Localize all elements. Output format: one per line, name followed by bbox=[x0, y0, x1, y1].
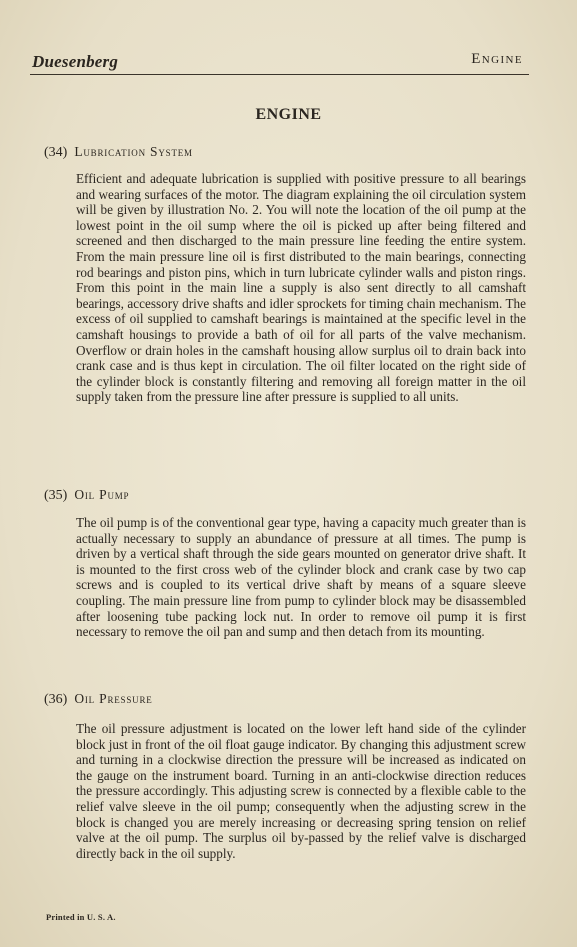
section-body-34: Efficient and adequate lubrication is supplied with positive pressure to all bearings and wearing surfaces of the motor. The diagram explaining the oil circulation system will be given by illustration No. 2. You will note the location of the oil pump at the lowest point in the oil sump where the oil is picked up after being filtered and screened and then discharged to the main pressure line feeding the entire system. From the main pressure line oil is first distributed to the main bearings, connecting rod bearings and piston pins, which in turn lubricate cylinder walls and piston rings. From this point in the main line a supply is also sent directly to all camshaft bearings, accessory drive shafts and idler sprockets for timing chain mechanism. The excess of oil supplied to camshaft bearings is maintained at the specific level in the camshaft housings to provide a bath of oil for all parts of the valve mechanism. Overflow or drain holes in the camshaft housing allow surplus oil to drain back into crank case and is thus kept in circulation. The oil filter located on the right side of the cylinder block is constantly filtering and removing all foreign matter in the oil supply taken from the pressure line after pressure is supplied to all units. bbox=[76, 171, 526, 405]
running-section-title: Engine bbox=[471, 51, 523, 67]
section-heading-36 bbox=[44, 691, 153, 708]
running-header bbox=[30, 48, 529, 75]
section-number: (35) bbox=[44, 488, 68, 503]
section-heading-35 bbox=[44, 487, 129, 504]
printed-in-footer: Printed in U. S. A. bbox=[46, 912, 116, 922]
section-heading-34 bbox=[44, 144, 193, 161]
section-number: (36) bbox=[44, 692, 68, 707]
section-title: Oil Pump bbox=[74, 487, 130, 502]
section-body-35: The oil pump is of the conventional gear type, having a capacity much greater than is actually necessary to supply an abundance of pressure at all times. The pump is driven by a vertical shaft through the side gears mounted on generator drive shaft. It is mounted to the first cross web of the cylinder block and crank case by two cap screws and is coupled to its vertical drive shaft by means of a square sleeve coupling. The main pressure line from pump to cylinder block may be disassembled after loosening tube packing lock nut. In order to remove oil pump it is first necessary to remove the oil pan and sump and then detach from its mounting. bbox=[76, 515, 526, 640]
page-title: ENGINE bbox=[255, 106, 322, 123]
section-body-36: The oil pressure adjustment is located on the lower left hand side of the cylinder block just in front of the oil float gauge indicator. By changing this adjustment screw and turning in a clockwise direction the pressure will be increased as indicated on the gauge on the instrument board. Turning in an anti-clockwise direction reduces the pressure accordingly. This adjusting screw is connected by a flexible cable to the relief valve sleeve in the oil pump; consequently when the adjusting screw in the block is changed you are merely increasing or decreasing spring tension on relief valve at the oil pump. The surplus oil by-passed by the relief valve is discharged directly back in the oil supply. bbox=[76, 721, 526, 861]
brand-name: Duesenberg bbox=[32, 52, 119, 71]
section-title: Lubrication System bbox=[74, 144, 193, 159]
section-number: (34) bbox=[44, 145, 68, 160]
section-title: Oil Pressure bbox=[74, 691, 153, 706]
